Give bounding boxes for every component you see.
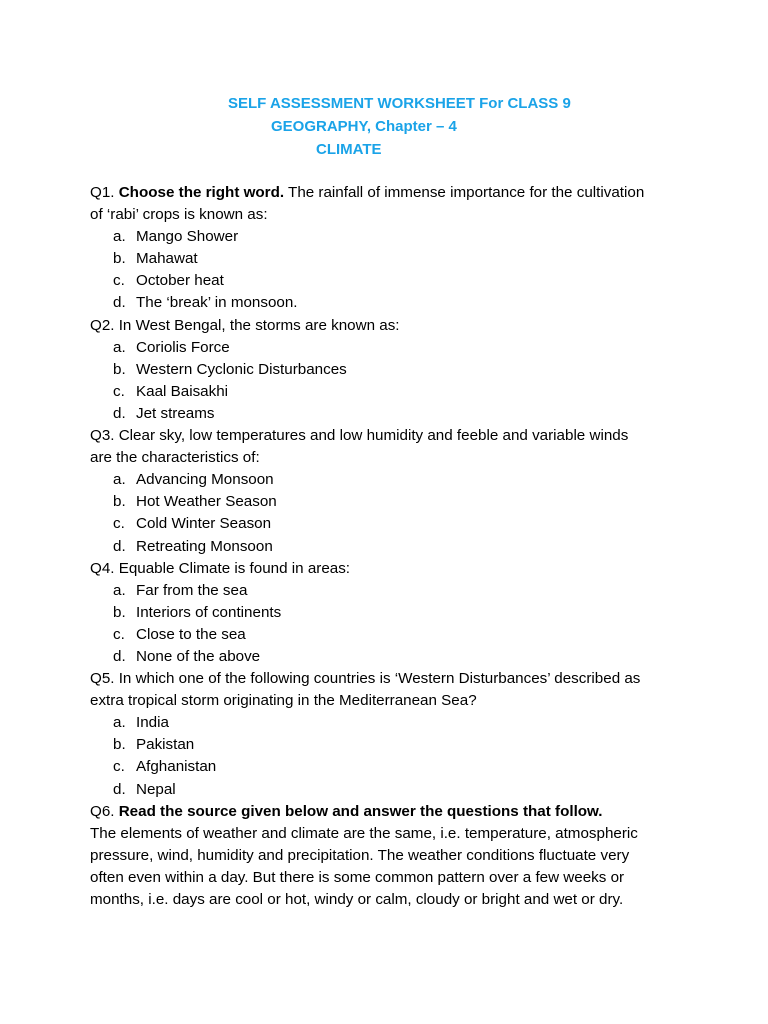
passage-line: often even within a day. But there is some common pattern over a few weeks or	[90, 868, 625, 886]
option-text: Jet streams	[136, 404, 215, 422]
option-item	[90, 624, 720, 646]
option-item	[90, 756, 720, 778]
option-letter: c.	[113, 272, 125, 290]
option-item	[90, 536, 720, 558]
option-item	[90, 270, 720, 292]
option-letter: c.	[113, 625, 125, 643]
option-item	[90, 248, 720, 270]
question-number: Q4.	[90, 559, 115, 577]
worksheet-title: SELF ASSESSMENT WORKSHEET For CLASS 9	[228, 95, 571, 112]
option-text: Mahawat	[136, 250, 198, 268]
passage-line: The elements of weather and climate are the same, i.e. temperature, atmospheric	[90, 824, 638, 842]
option-item	[90, 337, 720, 359]
passage-line: months, i.e. days are cool or hot, windy or calm, cloudy or bright and wet or dry.	[90, 891, 624, 908]
option-letter: c.	[113, 515, 125, 533]
question-1-options	[90, 226, 720, 314]
option-letter: d.	[113, 294, 126, 312]
option-text: Hot Weather Season	[136, 493, 277, 511]
passage-line: pressure, wind, humidity and precipitation. The weather conditions fluctuate very	[90, 846, 630, 864]
question-2	[90, 315, 720, 425]
option-item	[90, 513, 720, 535]
question-2-options	[90, 337, 720, 425]
option-letter: c.	[113, 382, 125, 400]
question-1-line-2: of ‘rabi’ crops is known as:	[90, 206, 268, 224]
question-number: Q6.	[90, 802, 115, 820]
question-5-line-1	[90, 668, 720, 690]
option-letter: a.	[113, 228, 126, 246]
option-item	[90, 403, 720, 425]
option-letter: d.	[113, 647, 126, 665]
option-text: Far from the sea	[136, 581, 248, 599]
question-5-options	[90, 712, 720, 800]
option-item	[90, 712, 720, 734]
option-item	[90, 580, 720, 602]
question-number: Q1.	[90, 184, 115, 201]
option-text: Coriolis Force	[136, 338, 230, 356]
question-text: Clear sky, low temperatures and low humidity and feeble and variable winds	[114, 427, 629, 445]
option-text: Mango Shower	[136, 228, 239, 246]
option-item	[90, 359, 720, 381]
option-text: Kaal Baisakhi	[136, 382, 229, 400]
option-item	[90, 226, 720, 248]
question-1-line-1	[90, 182, 720, 204]
worksheet-subject: GEOGRAPHY, Chapter – 4	[271, 118, 457, 135]
question-3-line-2: are the characteristics of:	[90, 449, 260, 467]
question-text: Equable Climate is found in areas:	[114, 559, 351, 577]
question-4-options	[90, 580, 720, 668]
option-letter: d.	[113, 537, 126, 555]
question-number: Q3.	[90, 427, 115, 445]
option-item	[90, 646, 720, 668]
question-number: Q2.	[90, 316, 115, 334]
option-letter: a.	[113, 338, 126, 356]
option-letter: a.	[113, 714, 126, 732]
option-text: Retreating Monsoon	[136, 537, 273, 555]
question-text: In West Bengal, the storms are known as:	[114, 316, 400, 334]
question-5	[90, 668, 720, 801]
option-text: Western Cyclonic Disturbances	[136, 360, 347, 378]
option-letter: b.	[113, 360, 126, 378]
option-item	[90, 381, 720, 403]
option-letter: a.	[113, 471, 126, 489]
question-5-line-2: extra tropical storm originating in the Mediterranean Sea?	[90, 692, 477, 710]
option-letter: a.	[113, 581, 126, 599]
question-6-line-1	[90, 801, 720, 823]
option-item	[90, 779, 720, 801]
question-3	[90, 425, 720, 558]
question-text: The rainfall of immense importance for the cultivation	[284, 184, 645, 201]
option-text: Advancing Monsoon	[136, 471, 274, 489]
option-item	[90, 602, 720, 624]
option-item	[90, 469, 720, 491]
question-instruction: Choose the right word.	[118, 184, 285, 201]
question-instruction: Read the source given below and answer the questions that follow.	[114, 802, 603, 820]
option-item	[90, 734, 720, 756]
option-letter: d.	[113, 780, 126, 798]
question-4-line-1	[90, 558, 720, 580]
option-text: Nepal	[136, 780, 176, 798]
question-1	[90, 182, 720, 315]
option-text: Close to the sea	[136, 625, 246, 643]
option-letter: d.	[113, 404, 126, 422]
option-letter: b.	[113, 493, 126, 511]
option-text: Pakistan	[136, 736, 195, 754]
option-text: Afghanistan	[136, 758, 217, 776]
question-number: Q5.	[90, 670, 115, 688]
question-4	[90, 558, 720, 668]
option-text: The ‘break’ in monsoon.	[136, 294, 298, 312]
question-3-options	[90, 469, 720, 557]
option-letter: b.	[113, 736, 126, 754]
question-text: In which one of the following countries is ‘Western Disturbances’ described as	[114, 670, 641, 688]
option-text: Cold Winter Season	[136, 515, 272, 533]
option-letter: b.	[113, 603, 126, 621]
option-letter: c.	[113, 758, 125, 776]
question-6	[90, 801, 720, 823]
worksheet-body	[90, 182, 720, 911]
question-2-line-1	[90, 315, 720, 337]
option-letter: b.	[113, 250, 126, 268]
option-item	[90, 292, 720, 314]
option-text: None of the above	[136, 647, 261, 665]
option-text: India	[136, 714, 169, 732]
option-text: Interiors of continents	[136, 603, 282, 621]
option-item	[90, 491, 720, 513]
worksheet-chapter: CLIMATE	[316, 141, 382, 158]
option-text: October heat	[136, 272, 224, 290]
question-3-line-1	[90, 425, 720, 447]
source-passage	[90, 823, 720, 911]
